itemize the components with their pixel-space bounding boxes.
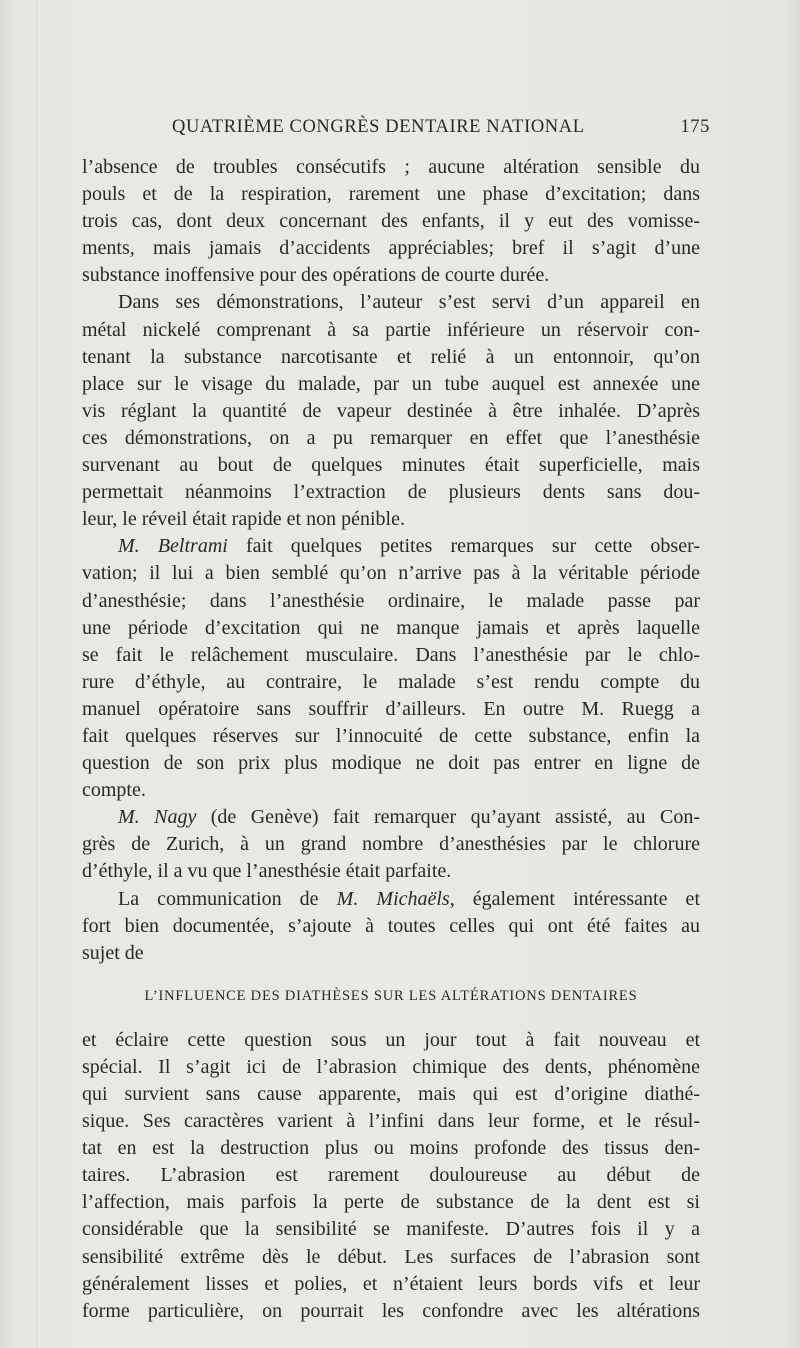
text-line xyxy=(82,533,700,560)
text-line: question de son prix plus modique ne doit pas entrer en ligne de xyxy=(82,752,700,775)
text-line: permettait néanmoins l’extraction de plusieurs dents sans dou- xyxy=(82,481,700,504)
text-line: grès de Zurich, à un grand nombre d’anesthésies par le chlorure xyxy=(82,833,700,856)
text-line: ments, mais jamais d’accidents appréciables; bref il s’agit d’une xyxy=(82,237,700,260)
text-line: vation; il lui a bien semblé qu’on n’arrive pas à la véritable période xyxy=(82,562,700,585)
speaker-name: M. Nagy xyxy=(118,806,197,829)
text-run: , également intéressante et xyxy=(449,887,700,910)
text-line: considérable que la sensibilité se manifeste. D’autres fois il y a xyxy=(82,1218,700,1241)
text-line: qui survient sans cause apparente, mais qui est d’origine diathé- xyxy=(82,1083,700,1105)
text-line: fort bien documentée, s’ajoute à toutes celles qui ont été faites au xyxy=(82,914,700,937)
text-line: survenant au bout de quelques minutes était superficielle, mais xyxy=(82,454,700,477)
running-header xyxy=(150,117,710,141)
text-line: l’affection, mais parfois la perte de substance de la dent est si xyxy=(82,1191,700,1214)
page-number: 175 xyxy=(680,117,710,137)
running-title: QUATRIÈME CONGRÈS DENTAIRE NATIONAL xyxy=(172,117,585,137)
text-line: place sur le visage du malade, par un tube auquel est annexée une xyxy=(82,372,700,395)
text-line: compte. xyxy=(82,779,146,802)
text-line: fait quelques réserves sur l’innocuité de cette substance, enfin la xyxy=(82,724,700,747)
text-line: une période d’excitation qui ne manque jamais et après laquelle xyxy=(82,616,700,639)
text-line: tat en est la destruction plus ou moins profonde des tissus den- xyxy=(82,1137,700,1160)
text-line: sensibilité extrême dès le début. Les surfaces de l’abrasion sont xyxy=(82,1245,700,1268)
text-line: manuel opératoire sans souffrir d’ailleurs. En outre M. Ruegg a xyxy=(82,697,700,720)
text-line: ces démonstrations, on a pu remarquer en effet que l’anesthésie xyxy=(82,426,700,449)
text-line: spécial. Il s’agit ici de l’abrasion chimique des dents, phénomène xyxy=(82,1055,700,1078)
text-line: vis réglant la quantité de vapeur destinée à être inhalée. D’après xyxy=(82,399,700,422)
text-line: taires. L’abrasion est rarement douloureuse au début de xyxy=(82,1164,700,1187)
text-line: se fait le relâchement musculaire. Dans l’anesthésie par le chlo- xyxy=(82,643,700,666)
text-line xyxy=(82,804,700,831)
text-line: d’anesthésie; dans l’anesthésie ordinaire, le malade passe par xyxy=(82,589,700,612)
text-line: forme particulière, on pourrait les confondre avec les altérations xyxy=(82,1299,700,1322)
text-line: rure d’éthyle, au contraire, le malade s’est rendu compte du xyxy=(82,670,700,693)
text-line: trois cas, dont deux concernant des enfants, il y eut des vomisse- xyxy=(82,210,700,233)
text-line: sujet de xyxy=(82,941,144,964)
text-line: et éclaire cette question sous un jour tout à fait nouveau et xyxy=(82,1028,700,1051)
text-line: d’éthyle, il a vu que l’anesthésie était parfaite. xyxy=(82,860,452,883)
text-line xyxy=(82,886,700,913)
page-edge-shadow xyxy=(36,0,37,1348)
text-run: fait quelques petites remarques sur cette obser- xyxy=(227,535,700,558)
text-line: l’absence de troubles consécutifs ; aucune altération sensible du xyxy=(82,156,700,178)
text-line: généralement lisses et polies, et n’étaient leurs bords vifs et leur xyxy=(82,1272,700,1295)
text-line: Dans ses démonstrations, l’auteur s’est servi d’un appareil en xyxy=(118,291,700,314)
text-run: (de Genève) fait remarquer qu’ayant assisté, au Con- xyxy=(196,806,700,829)
text-line: métal nickelé comprenant à sa partie inférieure un réservoir con- xyxy=(82,318,700,341)
body-text xyxy=(82,154,700,1325)
text-line: substance inoffensive pour des opérations de courte durée. xyxy=(82,264,550,287)
text-run: La communication de xyxy=(118,887,337,910)
text-line: tenant la substance narcotisante et relié à un entonnoir, qu’on xyxy=(82,345,700,368)
text-line: sique. Ses caractères varient à l’infini dans leur forme, et le résul- xyxy=(82,1110,700,1133)
text-line: pouls et de la respiration, rarement une phase d’excitation; dans xyxy=(82,183,700,206)
section-subheading: L’INFLUENCE DES DIATHÈSES SUR LES ALTÉRATIONS DENTAIRES xyxy=(144,987,638,1004)
text-line: leur, le réveil était rapide et non pénible. xyxy=(82,508,405,531)
speaker-name: M. Michaëls xyxy=(336,887,450,910)
speaker-name: M. Beltrami xyxy=(118,535,228,558)
